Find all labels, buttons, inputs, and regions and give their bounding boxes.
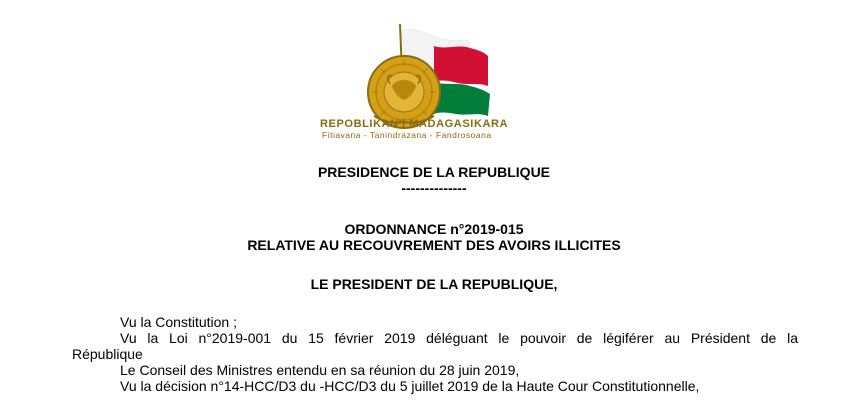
- flag-red-stripe: [434, 46, 488, 86]
- flag-green-stripe: [434, 82, 490, 116]
- visa-constitution: Vu la Constitution ;: [120, 314, 237, 330]
- visa-decision: Vu la décision n°14-HCC/D3 du -HCC/D3 du 5 juillet 2019 de la Haute Cour Constitutionnelle,: [120, 378, 700, 394]
- visa-conseil: Le Conseil des Ministres entendu en sa réunion du 28 juin 2019,: [120, 362, 520, 378]
- heading-separator: --------------: [401, 180, 467, 196]
- ordinance-subject: RELATIVE AU RECOUVREMENT DES AVOIRS ILLICITES: [247, 237, 621, 253]
- ordinance-number: ORDONNANCE n°2019-015: [344, 221, 524, 237]
- presidency-heading: PRESIDENCE DE LA REPUBLIQUE: [317, 164, 551, 180]
- visa-loi-text: Vu la Loi n°2019-001 du 15 février 2019 déléguant le pouvoir de légiférer au Président de la: [120, 330, 798, 346]
- emblem-motto: Fitiavana - Tanindrazana - Fandrosoana: [322, 130, 492, 140]
- president-heading: LE PRESIDENT DE LA REPUBLIQUE,: [310, 276, 558, 292]
- visa-loi-line2: République: [72, 346, 143, 362]
- visa-loi-line1: [120, 330, 798, 346]
- emblem-title: REPOBLIKAN'I MADAGASIKARA: [320, 118, 509, 130]
